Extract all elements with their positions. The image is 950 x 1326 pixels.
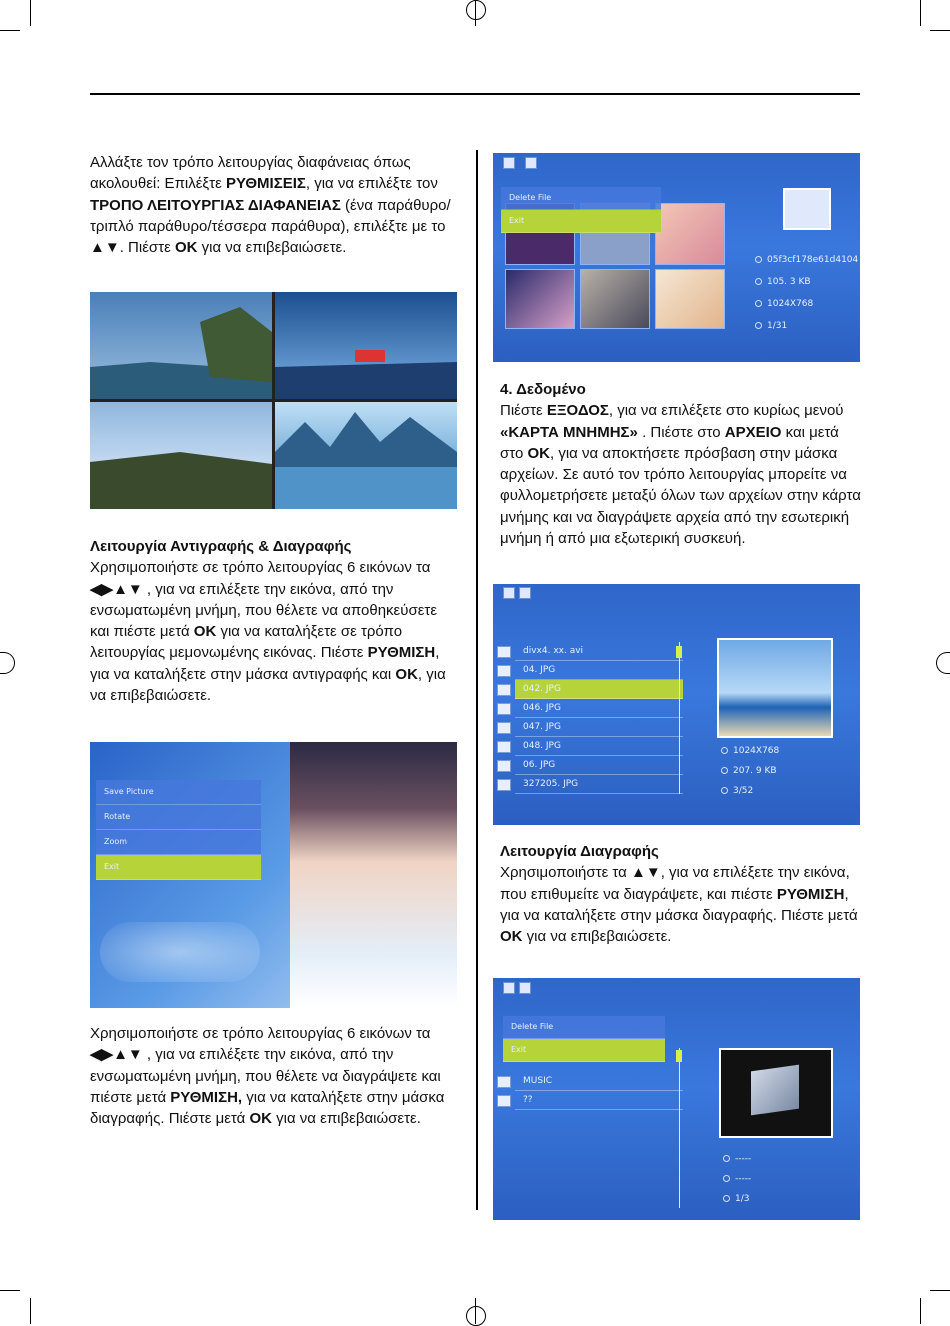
info-resolution: 1024X768 bbox=[755, 299, 813, 309]
portrait-photo bbox=[290, 742, 457, 1008]
info-index: 3/52 bbox=[721, 786, 753, 796]
menu-item-delete-file[interactable]: Delete File bbox=[503, 1016, 665, 1039]
file-row[interactable]: 06. JPG bbox=[515, 756, 683, 775]
registration-mark-top bbox=[466, 0, 486, 20]
video-icon bbox=[497, 646, 511, 658]
folder-icon bbox=[519, 587, 531, 599]
menu-item-exit[interactable]: Exit bbox=[501, 210, 661, 233]
image-file-icon bbox=[497, 722, 511, 734]
image-file-icon bbox=[497, 684, 511, 696]
crop-mark-top-left-v bbox=[30, 0, 31, 26]
delete-mode-heading: Λειτουργία Διαγραφής bbox=[500, 843, 659, 860]
delete-paragraph: Χρησιμοποιήστε σε τρόπο λειτουργίας 6 εικόνων τα ◀▶▲▼ , για να επιλέξετε την εικόνα, από την ενσωματωμένη μνήμη, που θέλετε να διαγράψετε και πιέστε μετά ΡΥΘΜΙΣΗ, για να καταλήξετε στην μάσκα διαγραφής. Πιέστε μετά OK για να επιβεβαιώσετε. bbox=[90, 1025, 445, 1128]
crop-mark-bottom-right-h bbox=[930, 1290, 950, 1291]
registration-mark-bottom bbox=[466, 1306, 486, 1326]
info-line-1: ----- bbox=[723, 1154, 751, 1164]
data-section: 4. Δεδομένο Πιέστε ΕΞΟΔΟΣ, για να επιλέξετε στο κυρίως μενού «ΚΑΡΤΑ ΜΝΗΜΗΣ» . Πιέστε στο ΑΡΧΕΙΟ και μετά στο OK, για να αποκτήσετε πρόσβαση στην μάσκα αρχείων. Σε αυτό τον τρόπο λειτουργίας μπορείτε να φυλλομετρήσετε μεταξύ όλων των αρχείων στην κάρτα μνήμης και να διαγράψετε αρχεία από την εσωτερική μνήμη ή από μια εξωτερική συσκευή. bbox=[500, 379, 865, 549]
menu-item-save-picture[interactable]: Save Picture bbox=[96, 780, 261, 805]
folder-delete-screen bbox=[493, 978, 860, 1220]
crop-mark-bottom-left-v bbox=[30, 1298, 31, 1324]
menu-item-exit[interactable]: Exit bbox=[96, 855, 261, 880]
crop-mark-top-right-h bbox=[930, 30, 950, 31]
thumb-3[interactable] bbox=[655, 203, 725, 265]
info-filename: 05f3cf178e61d4104 bbox=[755, 255, 858, 265]
file-row[interactable]: 046. JPG bbox=[515, 699, 683, 718]
crop-mark-top-right-v bbox=[920, 0, 921, 26]
file-row-selected[interactable]: 042. JPG bbox=[515, 680, 683, 699]
thumb-4[interactable] bbox=[505, 269, 575, 329]
scrollbar-thumb[interactable] bbox=[676, 646, 682, 658]
copy-menu bbox=[96, 780, 261, 880]
image-file-icon bbox=[497, 741, 511, 753]
image-file-icon bbox=[497, 703, 511, 715]
delete-file-screen bbox=[493, 153, 860, 362]
folder-row[interactable]: ?? bbox=[515, 1091, 683, 1110]
scrollbar[interactable] bbox=[679, 642, 680, 794]
image-file-icon bbox=[497, 760, 511, 772]
info-filesize: 207. 9 KB bbox=[721, 766, 777, 776]
image-preview-icon bbox=[783, 188, 831, 230]
home-icon bbox=[503, 587, 515, 599]
registration-mark-left bbox=[0, 652, 15, 674]
header-rule bbox=[90, 93, 860, 95]
info-line-2: ----- bbox=[723, 1174, 751, 1184]
menu-item-rotate[interactable]: Rotate bbox=[96, 805, 261, 830]
registration-mark-top-v bbox=[475, 0, 476, 26]
four-window-photo bbox=[90, 292, 457, 509]
column-divider bbox=[476, 150, 478, 1210]
home-icon bbox=[503, 157, 515, 169]
copy-menu-screen bbox=[90, 742, 457, 1008]
delete-menu bbox=[501, 187, 661, 233]
crop-mark-bottom-right-v bbox=[920, 1298, 921, 1324]
delete-menu bbox=[503, 1016, 665, 1062]
image-file-icon bbox=[497, 779, 511, 791]
info-resolution: 1024X768 bbox=[721, 746, 779, 756]
file-row[interactable]: divx4. xx. avi bbox=[515, 642, 683, 661]
scrollbar-thumb[interactable] bbox=[676, 1050, 682, 1062]
data-heading: 4. Δεδομένο bbox=[500, 381, 586, 398]
copy-delete-section: Λειτουργία Αντιγραφής & Διαγραφής Χρησιμοποιήστε σε τρόπο λειτουργίας 6 εικόνων τα ◀▶▲▼ , για να επιλέξετε την εικόνα, από την ενσωματωμένη μνήμη, που θέλετε να αποθηκεύσετε και πιέστε μετά OK για να καταλήξετε σε τρόπο λειτουργίας μεμονωμένης εικόνας. Πιέστε ΡΥΘΜΙΣΗ, για να καταλήξετε στην μάσκα αντιγραφής και OK, για να επιβεβαιώσετε. bbox=[90, 536, 460, 706]
preview-thumbnail bbox=[717, 638, 833, 738]
folder-row[interactable]: MUSIC bbox=[515, 1072, 683, 1091]
file-row[interactable]: 048. JPG bbox=[515, 737, 683, 756]
scrollbar[interactable] bbox=[679, 1048, 680, 1208]
file-row[interactable]: 047. JPG bbox=[515, 718, 683, 737]
folder-icon bbox=[519, 982, 531, 994]
registration-mark-right bbox=[936, 652, 950, 674]
copy-delete-heading: Λειτουργία Αντιγραφής & Διαγραφής bbox=[90, 538, 352, 555]
delete-mode-section: Λειτουργία Διαγραφής Χρησιμοποιήστε τα ▲▼, για να επιλέξετε την εικόνα, που επιθυμείτε να διαγράψετε, και πιέστε ΡΥΘΜΙΣΗ, για να καταλήξετε στην μάσκα διαγραφής. Πιέστε μετά OK για να επιβεβαιώσετε. bbox=[500, 841, 865, 947]
info-index: 1/3 bbox=[723, 1194, 749, 1204]
crop-mark-bottom-left-h bbox=[0, 1290, 20, 1291]
registration-mark-bottom-v bbox=[475, 1298, 476, 1324]
folder-preview bbox=[719, 1048, 833, 1138]
file-row[interactable]: 04. JPG bbox=[515, 661, 683, 680]
logo-graphic bbox=[100, 922, 260, 982]
image-file-icon bbox=[497, 665, 511, 677]
home-icon bbox=[503, 982, 515, 994]
folder-row-icon bbox=[497, 1076, 511, 1088]
menu-item-exit[interactable]: Exit bbox=[503, 1039, 665, 1062]
thumb-6[interactable] bbox=[655, 269, 725, 329]
file-row[interactable]: 327205. JPG bbox=[515, 775, 683, 794]
thumb-5[interactable] bbox=[580, 269, 650, 329]
folder-large-icon bbox=[751, 1065, 799, 1116]
intro-paragraph: Αλλάξτε τον τρόπο λειτουργίας διαφάνειας όπως ακολουθεί: Επιλέξτε ΡΥΘΜΙΣΕΙΣ, για να επιλέξτε τον ΤΡΟΠΟ ΛΕΙΤΟΥΡΓΙΑΣ ΔΙΑΦΑΝΕΙΑΣ (ένα παράθυρο/τριπλό παράθυρο/τέσσερα παράθυρα), επιλέξτε με το ▲▼. Πιέστε OK για να επιβεβαιώσετε. bbox=[90, 154, 451, 257]
info-filesize: 105. 3 KB bbox=[755, 277, 811, 287]
file-list-screen bbox=[493, 584, 860, 825]
crop-mark-top-left-h bbox=[0, 30, 20, 31]
four-window-photo-art bbox=[90, 292, 457, 509]
menu-item-zoom[interactable]: Zoom bbox=[96, 830, 261, 855]
menu-item-delete-file[interactable]: Delete File bbox=[501, 187, 661, 210]
folder-row-icon bbox=[497, 1095, 511, 1107]
info-index: 1/31 bbox=[755, 321, 787, 331]
folder-icon bbox=[525, 157, 537, 169]
